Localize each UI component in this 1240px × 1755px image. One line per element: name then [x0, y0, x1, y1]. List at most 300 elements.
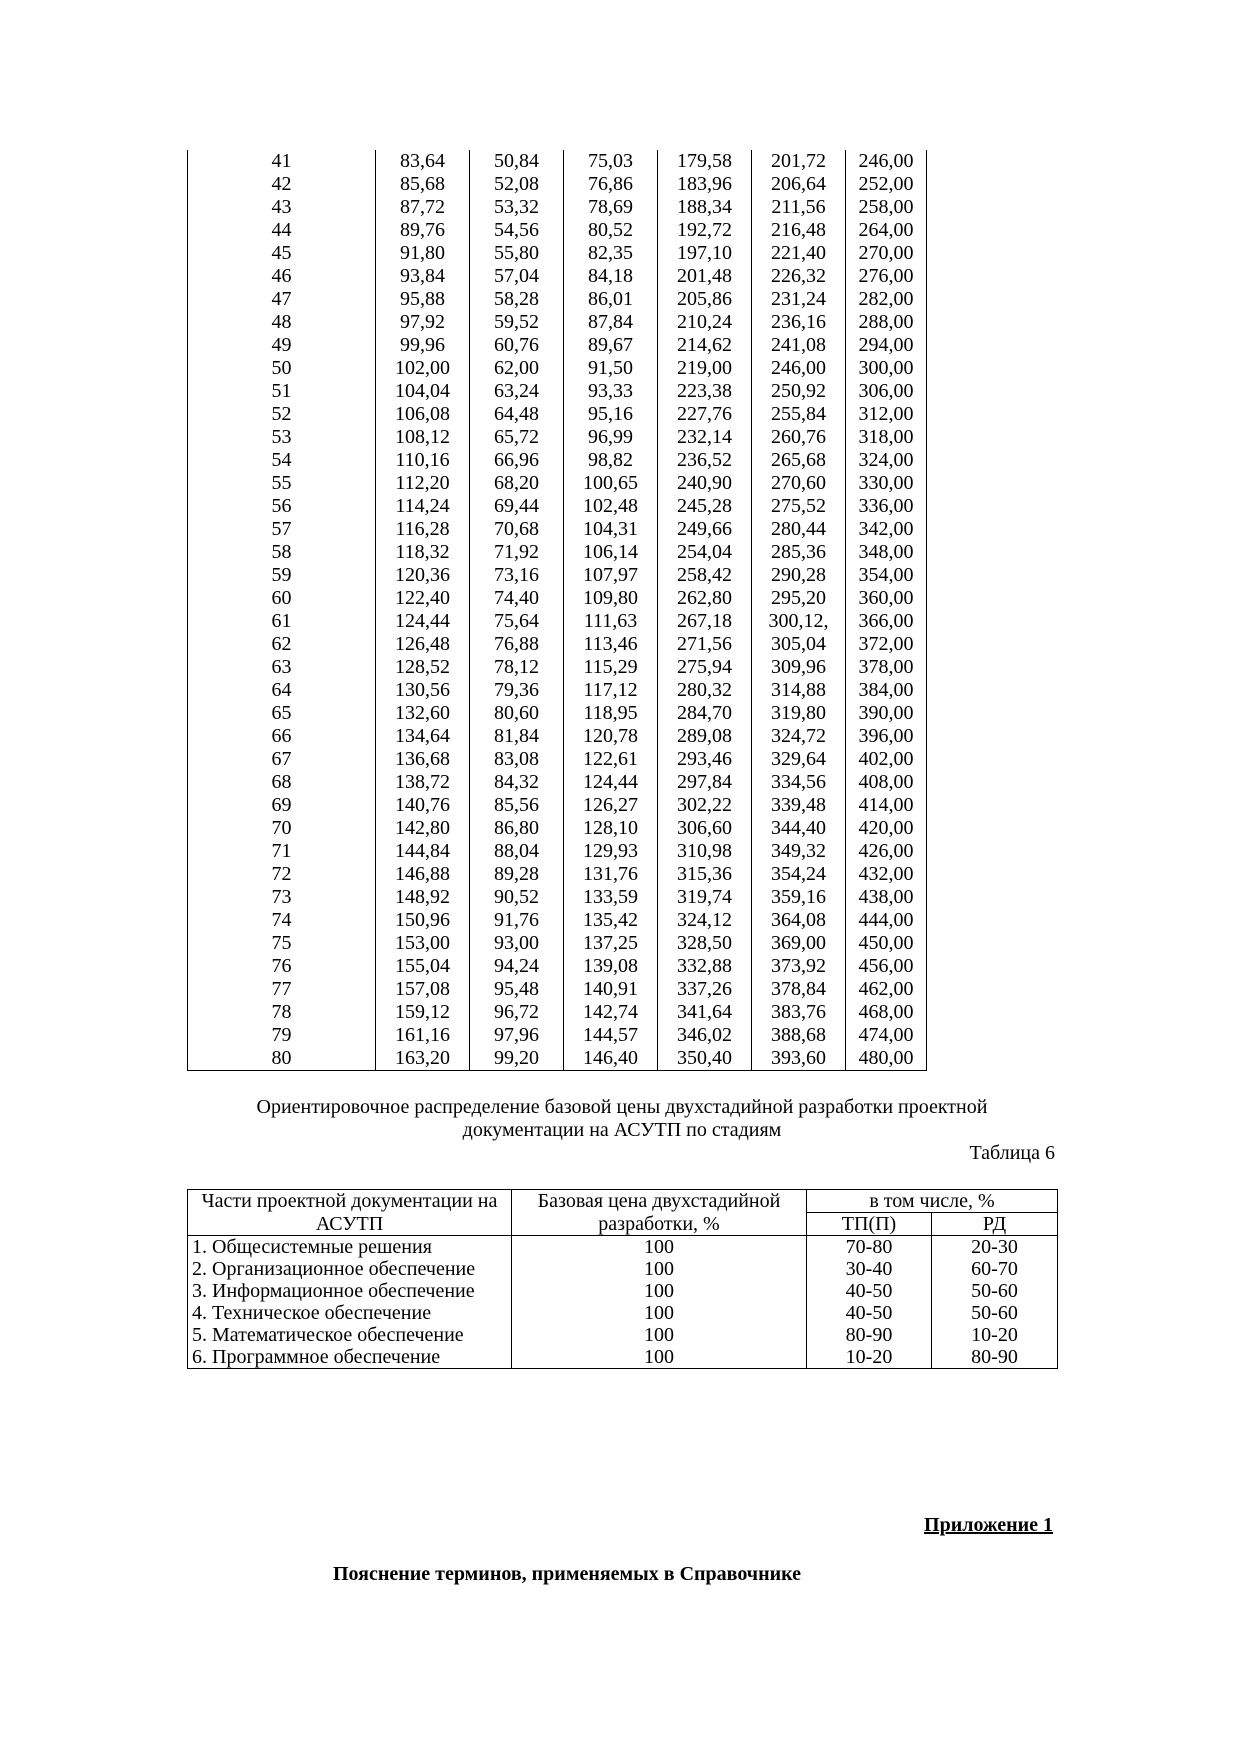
table6-header-group: в том числе, %: [807, 1190, 1058, 1213]
table-row: [188, 1024, 927, 1047]
value-cell: 450,00: [846, 932, 927, 955]
table-row: [188, 472, 927, 495]
value-cell: 250,92: [752, 380, 846, 403]
table6-header-parts: Части проектной документации на: [188, 1190, 512, 1213]
value-cell: 300,12,: [752, 610, 846, 633]
value-cell: 82,35: [564, 242, 658, 265]
value-cell: 134,64: [376, 725, 470, 748]
value-cell: 85,68: [376, 173, 470, 196]
value-cell: 62,00: [470, 357, 564, 380]
value-cell: 226,32: [752, 265, 846, 288]
value-cell: 83,08: [470, 748, 564, 771]
rd-share-cell: 10-20: [932, 1324, 1058, 1346]
value-cell: 314,88: [752, 679, 846, 702]
value-cell: 106,08: [376, 403, 470, 426]
value-cell: 246,00: [752, 357, 846, 380]
row-number-cell: 58: [188, 541, 376, 564]
appendix-title: Пояснение терминов, применяемых в Справочнике: [332, 1563, 802, 1585]
value-cell: 319,80: [752, 702, 846, 725]
value-cell: 348,00: [846, 541, 927, 564]
value-cell: 93,00: [470, 932, 564, 955]
table-row: [188, 702, 927, 725]
row-number-cell: 76: [188, 955, 376, 978]
table-row: [188, 1324, 1058, 1346]
value-cell: 85,56: [470, 794, 564, 817]
value-cell: 192,72: [658, 219, 752, 242]
value-cell: 161,16: [376, 1024, 470, 1047]
value-cell: 201,72: [752, 150, 846, 173]
value-cell: 221,40: [752, 242, 846, 265]
row-number-cell: 74: [188, 909, 376, 932]
value-cell: 255,84: [752, 403, 846, 426]
value-cell: 271,56: [658, 633, 752, 656]
row-number-cell: 56: [188, 495, 376, 518]
value-cell: 79,36: [470, 679, 564, 702]
row-number-cell: 78: [188, 1001, 376, 1024]
value-cell: 219,00: [658, 357, 752, 380]
value-cell: 254,04: [658, 541, 752, 564]
row-number-cell: 73: [188, 886, 376, 909]
value-cell: 302,22: [658, 794, 752, 817]
rd-share-cell: 20-30: [932, 1236, 1058, 1259]
price-table-body: [188, 150, 927, 1071]
value-cell: 258,42: [658, 564, 752, 587]
value-cell: 86,80: [470, 817, 564, 840]
value-cell: 350,40: [658, 1047, 752, 1071]
value-cell: 90,52: [470, 886, 564, 909]
value-cell: 315,36: [658, 863, 752, 886]
value-cell: 444,00: [846, 909, 927, 932]
value-cell: 131,76: [564, 863, 658, 886]
value-cell: 93,84: [376, 265, 470, 288]
base-price-cell: 100: [512, 1236, 807, 1259]
value-cell: 93,33: [564, 380, 658, 403]
table-row: [188, 679, 927, 702]
value-cell: 364,08: [752, 909, 846, 932]
value-cell: 329,64: [752, 748, 846, 771]
value-cell: 282,00: [846, 288, 927, 311]
value-cell: 294,00: [846, 334, 927, 357]
value-cell: 138,72: [376, 771, 470, 794]
table-row: [188, 610, 927, 633]
value-cell: 118,32: [376, 541, 470, 564]
value-cell: 462,00: [846, 978, 927, 1001]
value-cell: 102,00: [376, 357, 470, 380]
row-number-cell: 62: [188, 633, 376, 656]
value-cell: 306,00: [846, 380, 927, 403]
value-cell: 128,52: [376, 656, 470, 679]
value-cell: 378,84: [752, 978, 846, 1001]
value-cell: 288,00: [846, 311, 927, 334]
value-cell: 144,84: [376, 840, 470, 863]
table-row: [188, 656, 927, 679]
value-cell: 153,00: [376, 932, 470, 955]
value-cell: 339,48: [752, 794, 846, 817]
table-row: [188, 955, 927, 978]
tp-share-cell: 10-20: [807, 1346, 932, 1369]
row-number-cell: 79: [188, 1024, 376, 1047]
table-row: [188, 1236, 1058, 1259]
value-cell: 76,86: [564, 173, 658, 196]
doc-part-cell: 5. Математическое обеспечение: [188, 1324, 512, 1346]
table-row: [188, 288, 927, 311]
value-cell: 241,08: [752, 334, 846, 357]
value-cell: 438,00: [846, 886, 927, 909]
value-cell: 309,96: [752, 656, 846, 679]
value-cell: 337,26: [658, 978, 752, 1001]
value-cell: 148,92: [376, 886, 470, 909]
table-row: [188, 587, 927, 610]
table-row: [188, 633, 927, 656]
value-cell: 310,98: [658, 840, 752, 863]
tp-share-cell: 30-40: [807, 1258, 932, 1280]
table-row: [188, 449, 927, 472]
value-cell: 54,56: [470, 219, 564, 242]
value-cell: 258,00: [846, 196, 927, 219]
value-cell: 91,80: [376, 242, 470, 265]
value-cell: 135,42: [564, 909, 658, 932]
value-cell: 60,76: [470, 334, 564, 357]
row-number-cell: 42: [188, 173, 376, 196]
value-cell: 91,50: [564, 357, 658, 380]
table-row: [188, 403, 927, 426]
table6-header-row-1: [188, 1190, 1058, 1213]
value-cell: 86,01: [564, 288, 658, 311]
doc-part-cell: 3. Информационное обеспечение: [188, 1280, 512, 1302]
value-cell: 113,46: [564, 633, 658, 656]
table-row: [188, 173, 927, 196]
value-cell: 270,60: [752, 472, 846, 495]
row-number-cell: 50: [188, 357, 376, 380]
row-number-cell: 59: [188, 564, 376, 587]
value-cell: 354,24: [752, 863, 846, 886]
value-cell: 55,80: [470, 242, 564, 265]
value-cell: 393,60: [752, 1047, 846, 1071]
table-row: [188, 817, 927, 840]
value-cell: 124,44: [376, 610, 470, 633]
value-cell: 129,93: [564, 840, 658, 863]
table-row: [188, 518, 927, 541]
row-number-cell: 69: [188, 794, 376, 817]
row-number-cell: 72: [188, 863, 376, 886]
row-number-cell: 48: [188, 311, 376, 334]
value-cell: 104,31: [564, 518, 658, 541]
value-cell: 378,00: [846, 656, 927, 679]
row-number-cell: 64: [188, 679, 376, 702]
value-cell: 95,88: [376, 288, 470, 311]
base-price-cell: 100: [512, 1346, 807, 1369]
value-cell: 280,32: [658, 679, 752, 702]
table6-body: [188, 1236, 1058, 1369]
base-price-cell: 100: [512, 1280, 807, 1302]
value-cell: 84,32: [470, 771, 564, 794]
value-cell: 319,74: [658, 886, 752, 909]
value-cell: 120,36: [376, 564, 470, 587]
value-cell: 245,28: [658, 495, 752, 518]
table-row: [188, 265, 927, 288]
value-cell: 334,56: [752, 771, 846, 794]
value-cell: 132,60: [376, 702, 470, 725]
value-cell: 318,00: [846, 426, 927, 449]
value-cell: 89,67: [564, 334, 658, 357]
value-cell: 312,00: [846, 403, 927, 426]
value-cell: 179,58: [658, 150, 752, 173]
table-row: [188, 1258, 1058, 1280]
value-cell: 91,76: [470, 909, 564, 932]
value-cell: 128,10: [564, 817, 658, 840]
value-cell: 83,64: [376, 150, 470, 173]
value-cell: 390,00: [846, 702, 927, 725]
doc-part-cell: 4. Техническое обеспечение: [188, 1302, 512, 1324]
value-cell: 53,32: [470, 196, 564, 219]
value-cell: 126,48: [376, 633, 470, 656]
value-cell: 69,44: [470, 495, 564, 518]
value-cell: 295,20: [752, 587, 846, 610]
table-row: [188, 334, 927, 357]
value-cell: 140,76: [376, 794, 470, 817]
value-cell: 68,20: [470, 472, 564, 495]
value-cell: 80,60: [470, 702, 564, 725]
value-cell: 201,48: [658, 265, 752, 288]
tp-share-cell: 40-50: [807, 1302, 932, 1324]
value-cell: 280,44: [752, 518, 846, 541]
value-cell: 80,52: [564, 219, 658, 242]
row-number-cell: 63: [188, 656, 376, 679]
row-number-cell: 49: [188, 334, 376, 357]
value-cell: 96,99: [564, 426, 658, 449]
value-cell: 210,24: [658, 311, 752, 334]
value-cell: 116,28: [376, 518, 470, 541]
value-cell: 157,08: [376, 978, 470, 1001]
table-row: [188, 196, 927, 219]
price-table-continuation: [187, 150, 927, 1071]
table6-caption-line1: Ориентировочное распределение базовой цены двухстадийной разработки проектной: [256, 1096, 988, 1118]
value-cell: 332,88: [658, 955, 752, 978]
value-cell: 205,86: [658, 288, 752, 311]
value-cell: 324,00: [846, 449, 927, 472]
appendix-label: Приложение 1: [924, 1514, 1053, 1536]
value-cell: 146,40: [564, 1047, 658, 1071]
value-cell: 73,16: [470, 564, 564, 587]
value-cell: 78,69: [564, 196, 658, 219]
base-price-cell: 100: [512, 1324, 807, 1346]
value-cell: 108,12: [376, 426, 470, 449]
table-row: [188, 909, 927, 932]
value-cell: 65,72: [470, 426, 564, 449]
value-cell: 480,00: [846, 1047, 927, 1071]
value-cell: 246,00: [846, 150, 927, 173]
table-row: [188, 1280, 1058, 1302]
value-cell: 267,18: [658, 610, 752, 633]
value-cell: 265,68: [752, 449, 846, 472]
value-cell: 98,82: [564, 449, 658, 472]
table-row: [188, 886, 927, 909]
value-cell: 50,84: [470, 150, 564, 173]
value-cell: 71,92: [470, 541, 564, 564]
value-cell: 137,25: [564, 932, 658, 955]
value-cell: 285,36: [752, 541, 846, 564]
value-cell: 95,48: [470, 978, 564, 1001]
value-cell: 468,00: [846, 1001, 927, 1024]
value-cell: 396,00: [846, 725, 927, 748]
value-cell: 150,96: [376, 909, 470, 932]
table-row: [188, 1001, 927, 1024]
value-cell: 144,57: [564, 1024, 658, 1047]
row-number-cell: 68: [188, 771, 376, 794]
value-cell: 373,92: [752, 955, 846, 978]
tp-share-cell: 70-80: [807, 1236, 932, 1259]
value-cell: 369,00: [752, 932, 846, 955]
value-cell: 330,00: [846, 472, 927, 495]
value-cell: 206,64: [752, 173, 846, 196]
table-row: [188, 564, 927, 587]
row-number-cell: 44: [188, 219, 376, 242]
row-number-cell: 70: [188, 817, 376, 840]
value-cell: 75,64: [470, 610, 564, 633]
row-number-cell: 60: [188, 587, 376, 610]
value-cell: 324,12: [658, 909, 752, 932]
row-number-cell: 67: [188, 748, 376, 771]
value-cell: 97,92: [376, 311, 470, 334]
doc-part-cell: 2. Организационное обеспечение: [188, 1258, 512, 1280]
value-cell: 300,00: [846, 357, 927, 380]
table6-header-base-price: Базовая цена двухстадийной: [512, 1190, 807, 1213]
value-cell: 276,00: [846, 265, 927, 288]
value-cell: 133,59: [564, 886, 658, 909]
table-row: [188, 242, 927, 265]
rd-share-cell: 80-90: [932, 1346, 1058, 1369]
table-row: [188, 150, 927, 173]
tp-share-cell: 80-90: [807, 1324, 932, 1346]
table6-header-base-price-cont: разработки, %: [512, 1213, 807, 1236]
value-cell: 159,12: [376, 1001, 470, 1024]
value-cell: 126,27: [564, 794, 658, 817]
value-cell: 306,60: [658, 817, 752, 840]
value-cell: 122,61: [564, 748, 658, 771]
base-price-cell: 100: [512, 1258, 807, 1280]
rd-share-cell: 50-60: [932, 1302, 1058, 1324]
row-number-cell: 54: [188, 449, 376, 472]
value-cell: 99,96: [376, 334, 470, 357]
value-cell: 432,00: [846, 863, 927, 886]
value-cell: 293,46: [658, 748, 752, 771]
rd-share-cell: 60-70: [932, 1258, 1058, 1280]
value-cell: 341,64: [658, 1001, 752, 1024]
table6-stage-distribution: [187, 1189, 1058, 1369]
value-cell: 140,91: [564, 978, 658, 1001]
table-row: [188, 748, 927, 771]
value-cell: 197,10: [658, 242, 752, 265]
rd-share-cell: 50-60: [932, 1280, 1058, 1302]
table-row: [188, 541, 927, 564]
value-cell: 59,52: [470, 311, 564, 334]
row-number-cell: 65: [188, 702, 376, 725]
row-number-cell: 57: [188, 518, 376, 541]
value-cell: 270,00: [846, 242, 927, 265]
value-cell: 117,12: [564, 679, 658, 702]
value-cell: 346,02: [658, 1024, 752, 1047]
value-cell: 70,68: [470, 518, 564, 541]
value-cell: 260,76: [752, 426, 846, 449]
value-cell: 188,34: [658, 196, 752, 219]
value-cell: 372,00: [846, 633, 927, 656]
value-cell: 74,40: [470, 587, 564, 610]
table-row: [188, 1047, 927, 1071]
value-cell: 384,00: [846, 679, 927, 702]
value-cell: 87,84: [564, 311, 658, 334]
value-cell: 344,40: [752, 817, 846, 840]
row-number-cell: 75: [188, 932, 376, 955]
base-price-cell: 100: [512, 1302, 807, 1324]
value-cell: 163,20: [376, 1047, 470, 1071]
value-cell: 223,38: [658, 380, 752, 403]
value-cell: 107,97: [564, 564, 658, 587]
value-cell: 111,63: [564, 610, 658, 633]
value-cell: 252,00: [846, 173, 927, 196]
value-cell: 275,94: [658, 656, 752, 679]
value-cell: 262,80: [658, 587, 752, 610]
table6-header-row-2: [188, 1213, 1058, 1236]
value-cell: 130,56: [376, 679, 470, 702]
value-cell: 118,95: [564, 702, 658, 725]
tp-share-cell: 40-50: [807, 1280, 932, 1302]
value-cell: 216,48: [752, 219, 846, 242]
value-cell: 342,00: [846, 518, 927, 541]
value-cell: 66,96: [470, 449, 564, 472]
table-row: [188, 1302, 1058, 1324]
value-cell: 290,28: [752, 564, 846, 587]
value-cell: 264,00: [846, 219, 927, 242]
row-number-cell: 77: [188, 978, 376, 1001]
value-cell: 87,72: [376, 196, 470, 219]
value-cell: 236,16: [752, 311, 846, 334]
value-cell: 231,24: [752, 288, 846, 311]
value-cell: 227,76: [658, 403, 752, 426]
value-cell: 89,28: [470, 863, 564, 886]
table6-number: Таблица 6: [969, 1142, 1055, 1164]
value-cell: 183,96: [658, 173, 752, 196]
value-cell: 354,00: [846, 564, 927, 587]
value-cell: 324,72: [752, 725, 846, 748]
table-row: [188, 426, 927, 449]
value-cell: 328,50: [658, 932, 752, 955]
value-cell: 58,28: [470, 288, 564, 311]
row-number-cell: 45: [188, 242, 376, 265]
value-cell: 106,14: [564, 541, 658, 564]
row-number-cell: 41: [188, 150, 376, 173]
table6-header-tp: ТП(П): [807, 1213, 932, 1236]
value-cell: 57,04: [470, 265, 564, 288]
value-cell: 97,96: [470, 1024, 564, 1047]
row-number-cell: 52: [188, 403, 376, 426]
table-row: [188, 932, 927, 955]
value-cell: 408,00: [846, 771, 927, 794]
value-cell: 104,04: [376, 380, 470, 403]
value-cell: 249,66: [658, 518, 752, 541]
value-cell: 114,24: [376, 495, 470, 518]
value-cell: 102,48: [564, 495, 658, 518]
table-row: [188, 978, 927, 1001]
value-cell: 64,48: [470, 403, 564, 426]
row-number-cell: 66: [188, 725, 376, 748]
value-cell: 236,52: [658, 449, 752, 472]
table-row: [188, 357, 927, 380]
value-cell: 112,20: [376, 472, 470, 495]
table6-caption-line2: документации на АСУТП по стадиям: [462, 1119, 782, 1141]
row-number-cell: 51: [188, 380, 376, 403]
table-row: [188, 380, 927, 403]
value-cell: 96,72: [470, 1001, 564, 1024]
